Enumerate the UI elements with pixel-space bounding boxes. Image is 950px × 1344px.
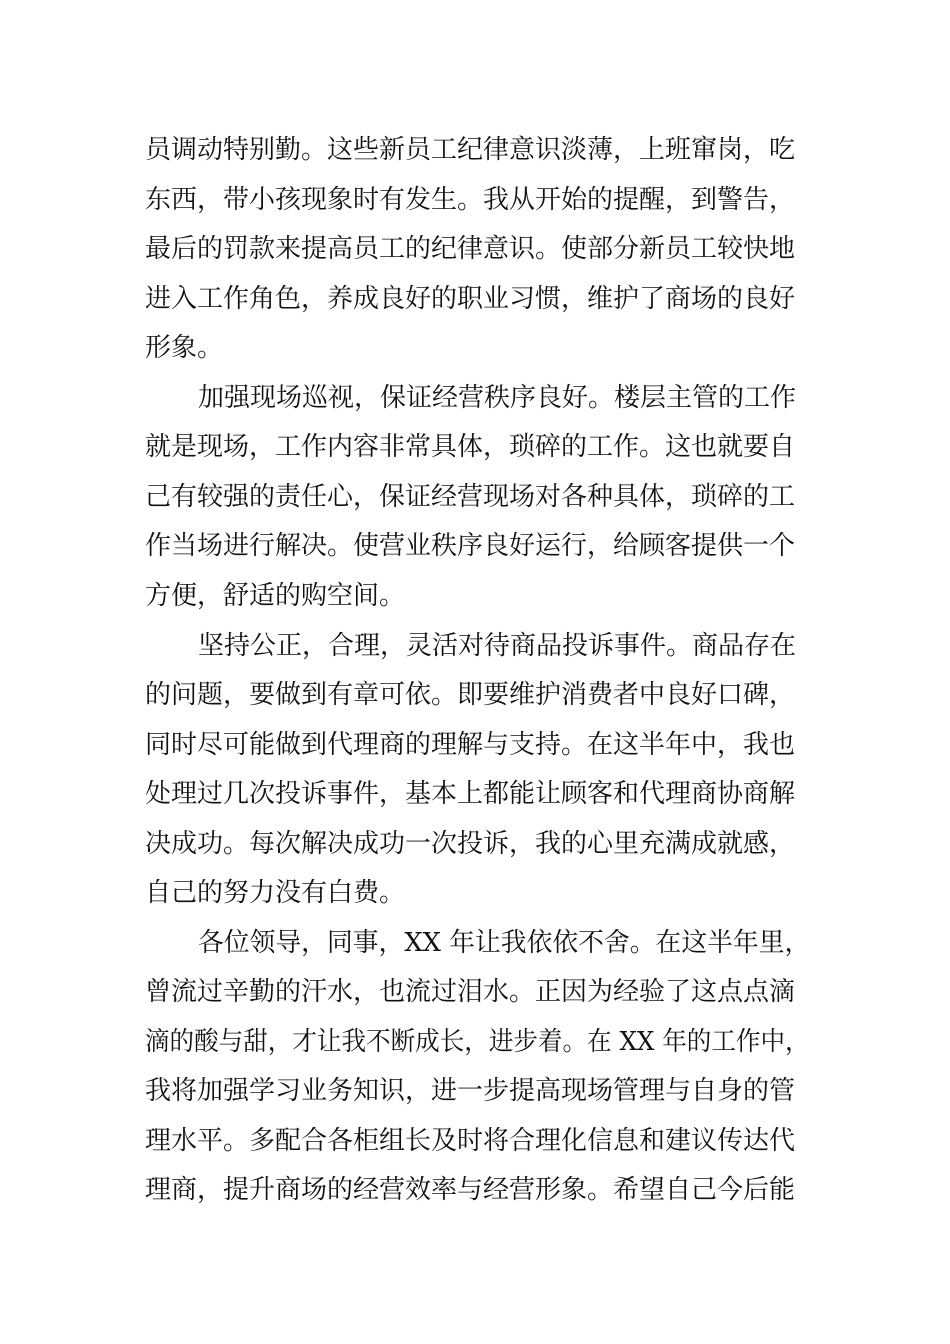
text-line: 形象。 [145, 333, 224, 363]
text-line: 我将加强学习业务知识，进一步提高现场管理与自身的管 [145, 1076, 796, 1106]
text-line: 方便，舒适的购空间。 [145, 581, 406, 611]
text-line: 自己的努力没有白费。 [145, 878, 406, 908]
text-line: 最后的罚款来提高员工的纪律意识。使部分新员工较快地 [145, 234, 796, 264]
paragraph-first-line: 坚持公正，合理，灵活对待商品投诉事件。商品存在 [198, 631, 797, 661]
text-line: 进入工作角色，养成良好的职业习惯，维护了商场的良好 [145, 284, 796, 314]
text-line: 滴的酸与甜，才让我不断成长，进步着。在 XX 年的工作中， [145, 1027, 810, 1057]
paragraph-first-line: 加强现场巡视，保证经营秩序良好。楼层主管的工作 [198, 383, 797, 413]
text-line: 同时尽可能做到代理商的理解与支持。在这半年中，我也 [145, 730, 796, 760]
text-line: 就是现场，工作内容非常具体，琐碎的工作。这也就要自 [145, 432, 796, 462]
text-line: 己有较强的责任心，保证经营现场对各种具体，琐碎的工 [145, 482, 796, 512]
text-line: 曾流过辛勤的汗水，也流过泪水。正因为经验了这点点滴 [145, 977, 796, 1007]
text-line: 作当场进行解决。使营业秩序良好运行，给顾客提供一个 [145, 531, 796, 561]
text-line: 理水平。多配合各柜组长及时将合理化信息和建议传达代 [145, 1126, 796, 1156]
text-line: 决成功。每次解决成功一次投诉，我的心里充满成就感， [145, 829, 796, 859]
text-line: 处理过几次投诉事件，基本上都能让顾客和代理商协商解 [145, 779, 796, 809]
text-line: 员调动特别勤。这些新员工纪律意识淡薄，上班窜岗，吃 [145, 135, 796, 165]
text-line: 的问题，要做到有章可依。即要维护消费者中良好口碑， [145, 680, 796, 710]
text-line: 东西，带小孩现象时有发生。我从开始的提醒，到警告， [145, 185, 796, 215]
text-line: 理商，提升商场的经营效率与经营形象。希望自己今后能 [145, 1175, 796, 1205]
paragraph-first-line: 各位领导，同事，XX 年让我依依不舍。在这半年里， [198, 928, 811, 958]
